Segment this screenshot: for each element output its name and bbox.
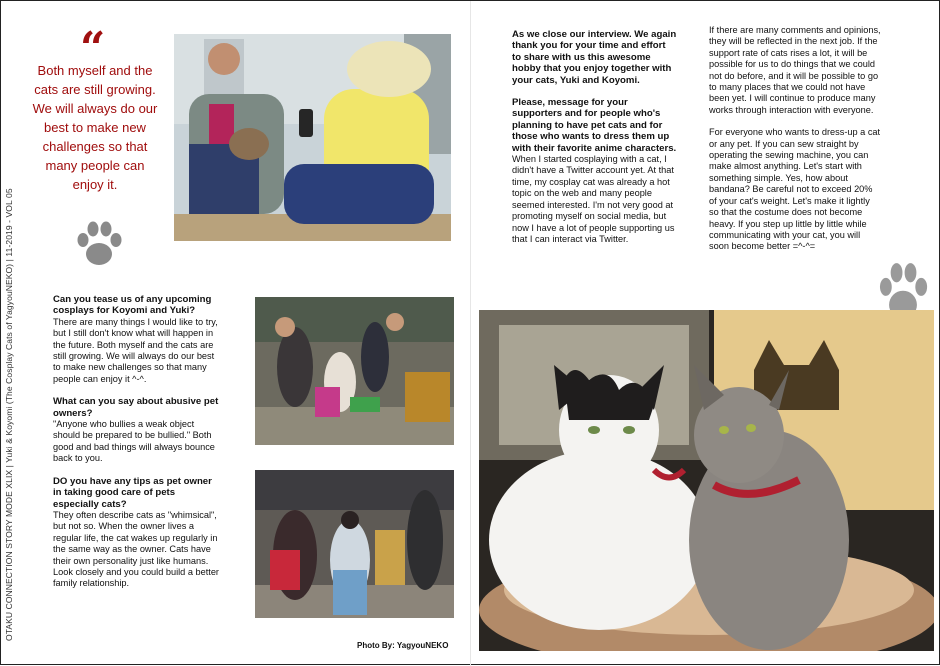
left-column-text [53, 294, 223, 590]
closing-question: As we close our interview. We again thank you for your time and effort to share with us this awesome hobby that you enjoy together with your cats, Yuki and Koyomi. [512, 29, 677, 86]
answer-paragraph-1: If there are many comments and opinions, they will be reflected in the next job. If the support rate of cats rises a lot, it will be possible for us to do things that we could not do before, and it will be possible to go to many places that we could not have been yet. I will continue to produce many works through interaction with everyone. [709, 25, 881, 115]
answer-abusive-owners: "Anyone who bullies a weak object should be prepared to be bullied." Both good and bad things will always bounce back to you. [53, 419, 215, 464]
photo-event-crowd [255, 297, 454, 445]
message-question: Please, message for your supporters and for people who's planning to have pet cats and for those who wants to dress them up with their favorite anime characters. [512, 97, 677, 154]
answer-pet-tips: They often describe cats as "whimsical", but not so. When the owner lives a regular life, the cat wakes up regularly in the same way as the owner. Cats have their own personality just like humans. Look closely and you could build a better family relationship. [53, 509, 219, 589]
photo-credit: Photo By: YagyouNEKO [357, 641, 449, 650]
question-pet-tips: DO you have any tips as pet owner in taking good care of pets especially cats? [53, 475, 212, 510]
sidebar-credit: OTAKU CONNECTION STORY MODE XLIX | Yuki & Koyomi (The Cosplay Cats of YagyouNEKO) | 11-2019 - VOL 05 [4, 188, 14, 641]
message-answer: When I started cosplaying with a cat, I didn't have a Twitter account yet. At that time, my cosplay cat was already a hot topic on the web and many people seemed interested. I'm not very good at promoting myself on social media, but now I have a lot of people supporting us that I can interact via Twitter. [512, 154, 675, 244]
photo-owner-with-cat [174, 34, 451, 241]
paw-print-icon [71, 216, 127, 272]
pull-quote: Both myself and the cats are still growing. We will always do our best to make new challenges so that many people can enjoy it. [32, 63, 158, 192]
photo-event-booth [255, 470, 454, 618]
quote-mark: “ [80, 23, 106, 74]
page-gutter [470, 1, 471, 666]
right-column-text [709, 25, 881, 253]
question-upcoming-cosplays: Can you tease us of any upcoming cosplays for Koyomi and Yuki? [53, 294, 212, 317]
photo-two-cats [479, 310, 934, 651]
question-abusive-owners: What can you say about abusive pet owners? [53, 396, 219, 419]
mid-column-text [512, 29, 677, 245]
answer-paragraph-2: For everyone who wants to dress-up a cat or any pet. If you can sew straight by operating the sewing machine, you can make almost anything. Let's start with something simple. Yes, how about bandana? Be careful not to exceed 20% of your cat's weight. Let's make it lightly so that the costume does not become heavy. If you step up little by little while communicating with your cat, you will soon become better =^-^= [709, 127, 881, 252]
answer-upcoming-cosplays: There are many things I would like to try, but I still don't know what will happen in the future. Both myself and the cats are still growing. We will always do our best to make new challenges so that many people can enjoy it ^-^. [53, 316, 218, 384]
